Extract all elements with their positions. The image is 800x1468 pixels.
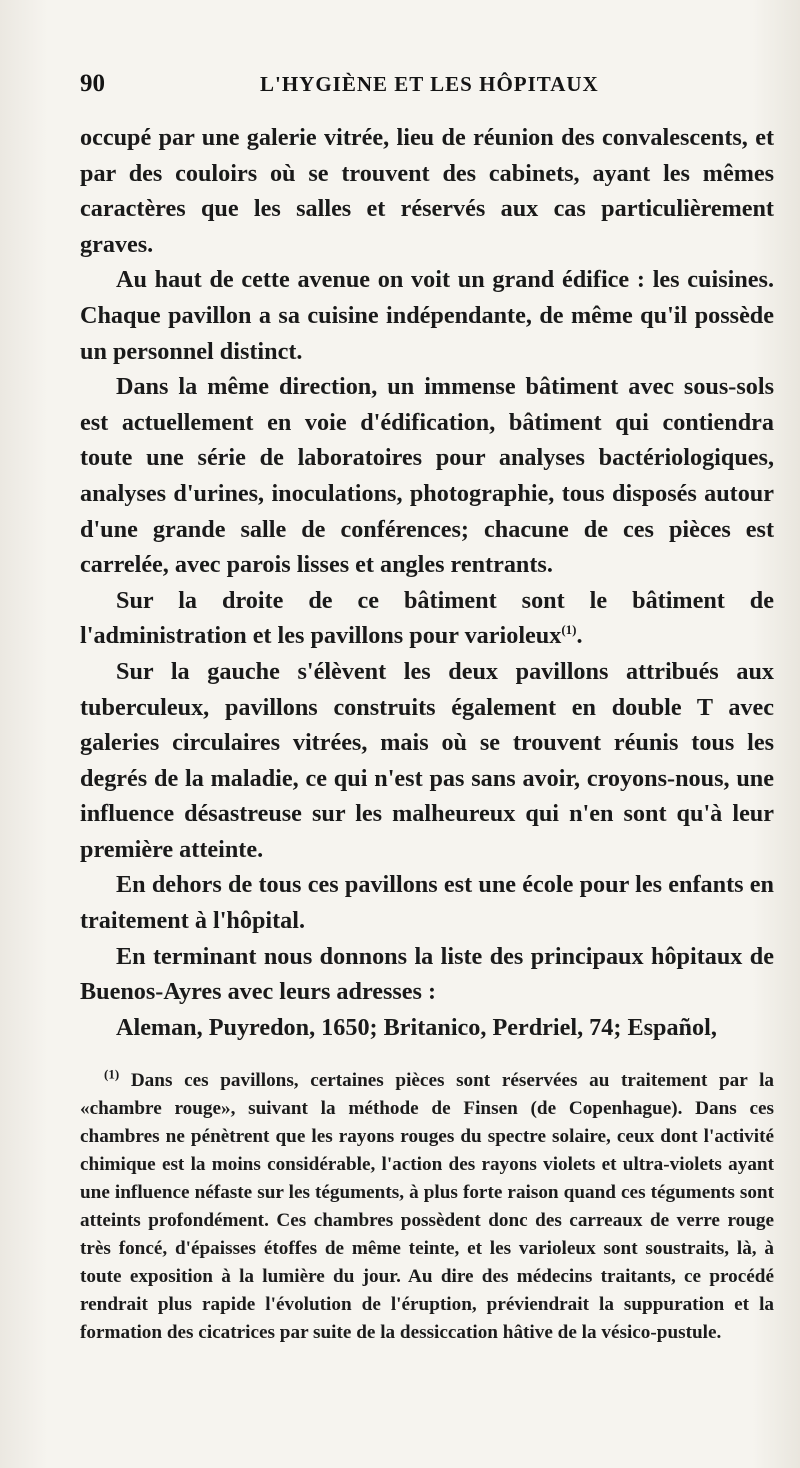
paragraph-adresses: Aleman, Puyredon, 1650; Britanico, Perdriel, 74; Español,	[116, 1013, 717, 1041]
paragraph-administration	[80, 583, 774, 654]
paragraph-continued: occupé par une galerie vitrée, lieu de réunion des convalescents, et par des couloirs où se trouvent des cabinets, ayant les mêmes caractères que les salles et réservés aux cas particulièrement graves.	[80, 124, 774, 258]
paragraph-tuberculeux: Sur la gauche s'élèvent les deux pavillons attribués aux tuberculeux, pavillons construits également en double T avec galeries circulaires vitrées, mais où se trouvent réunis tous les degrés de la maladie, ce qui n'est pas sans avoir, croyons-nous, une influence désastreuse sur les malheureux qui n'en sont qu'à leur première atteinte.	[80, 657, 774, 863]
paragraph-cuisines: Au haut de cette avenue on voit un grand édifice : les cuisines. Chaque pavillon a sa cuisine indépendante, de même qu'il possède un personnel distinct.	[80, 266, 774, 365]
body-text	[80, 120, 774, 1045]
footnote-marker: (1)	[104, 1067, 120, 1083]
footnote	[80, 1067, 774, 1347]
footnote-text: Dans ces pavillons, certaines pièces sont réservées au traitement par la «chambre rouge», suivant la méthode de Finsen (de Copenhague). Dans ces chambres ne pénètrent que les rayons rouges du spectre solaire, ceux dont l'activité chimique est la moins considérable, l'action des rayons violets et ultra-violets ayant une influence néfaste sur les téguments, à plus forte raison quand ces téguments sont atteints profondément. Ces chambres possèdent donc des carreaux de verre rouge très foncé, d'épaisses étoffes de même teinte, et les varioleux sont soustraits, là, à toute exposition à la lumière du jour. Au dire des médecins traitants, ce procédé rendrait plus rapide l'évolution de l'éruption, préviendrait la suppuration et la formation des cicatrices par suite de la dessiccation hâtive de la vésico-pustule.	[80, 1070, 774, 1344]
paragraph-administration-text: Sur la droite de ce bâtiment sont le bâtiment de l'administration et les pavillons pour varioleux	[80, 586, 774, 650]
paragraph-administration-end: .	[576, 622, 583, 650]
footnote-paragraph	[80, 1067, 774, 1347]
footnote-reference: (1)	[561, 622, 577, 638]
paragraph-liste-hopitaux: En terminant nous donnons la liste des principaux hôpitaux de Buenos-Ayres avec leurs adresses :	[80, 942, 774, 1006]
paragraph-laboratoires: Dans la même direction, un immense bâtiment avec sous-sols est actuellement en voie d'édification, bâtiment qui contiendra toute une série de laboratoires pour analyses bactériologiques, analyses d'urines, inoculations, photographie, tous disposés autour d'une grande salle de conférences; chacune de ces pièces est carrelée, avec parois lisses et angles rentrants.	[80, 373, 774, 579]
paragraph-ecole: En dehors de tous ces pavillons est une école pour les enfants en traitement à l'hôpital.	[80, 871, 774, 935]
running-title: L'HYGIÈNE ET LES HÔPITAUX	[260, 72, 599, 96]
running-head	[80, 70, 774, 106]
page-number: 90	[80, 70, 105, 97]
